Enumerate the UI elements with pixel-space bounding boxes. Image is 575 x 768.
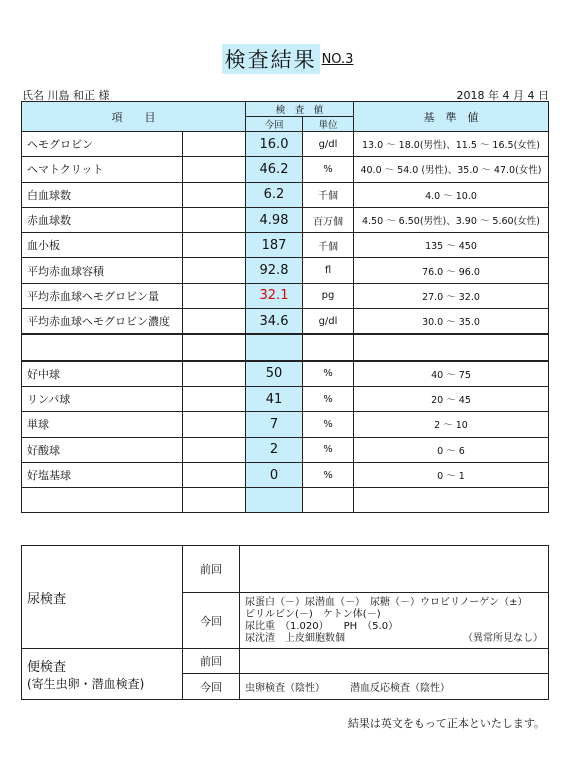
unit: g/dl: [303, 132, 354, 157]
lab-row: [22, 233, 549, 258]
reference-range: 40.0 ～ 54.0 (男性)、35.0 ～ 47.0(女性): [354, 157, 549, 182]
item-name: 単球: [22, 412, 183, 437]
result-value: 92.8: [246, 258, 303, 283]
blank-cell: [183, 309, 246, 335]
document-number: NO.3: [321, 51, 354, 67]
blank-cell: [183, 283, 246, 308]
result-value: 16.0: [246, 132, 303, 157]
lab-row: [22, 334, 549, 360]
unit: %: [303, 412, 354, 437]
urine-curr-label: 今回: [183, 593, 240, 649]
item-header: 項 目: [22, 102, 246, 132]
urine-sediment: 尿沈渣 上皮細胞数個: [245, 632, 345, 644]
footer-note: 結果は英文をもって正本といたします。: [347, 717, 545, 730]
lab-row: [22, 462, 549, 487]
unit: pg: [303, 283, 354, 308]
urine-prev-result: [240, 546, 549, 593]
stool-sublabel: (寄生虫卵・潜血検査): [27, 677, 145, 691]
lab-results-table: [21, 101, 549, 513]
item-name: 平均赤血球ヘモグロビン濃度: [22, 309, 183, 335]
item-name: 平均赤血球容積: [22, 258, 183, 283]
item-name: [22, 334, 183, 360]
item-name: 平均赤血球ヘモグロビン量: [22, 283, 183, 308]
result-value: 4.98: [246, 207, 303, 232]
reference-range: 40 ～ 75: [354, 361, 549, 387]
unit: %: [303, 462, 354, 487]
blank-cell: [183, 334, 246, 360]
stool-section-label: [22, 649, 183, 700]
lab-row: [22, 207, 549, 232]
urine-line: ビリルビン(－) ケトン体(－): [245, 608, 381, 620]
reference-range: [354, 488, 549, 513]
lab-row: [22, 386, 549, 411]
stool-prev-result: [240, 649, 549, 674]
blank-cell: [183, 258, 246, 283]
lab-row: [22, 157, 549, 182]
blank-cell: [183, 412, 246, 437]
blank-cell: [183, 361, 246, 387]
result-value: 50: [246, 361, 303, 387]
urine-curr-result: [240, 593, 549, 649]
item-name: リンパ球: [22, 386, 183, 411]
item-name: 好酸球: [22, 437, 183, 462]
report-date: 2018 年 4 月 4 日: [456, 89, 549, 102]
result-value: 0: [246, 462, 303, 487]
lab-row: [22, 283, 549, 308]
unit: g/dl: [303, 309, 354, 335]
urine-section-label: 尿検査: [22, 546, 183, 649]
blank-cell: [183, 437, 246, 462]
unit: %: [303, 437, 354, 462]
reference-range: 76.0 ～ 96.0: [354, 258, 549, 283]
urine-note: （異常所見なし）: [463, 632, 543, 644]
current-header: 今回: [246, 117, 303, 132]
result-value: 2: [246, 437, 303, 462]
unit: %: [303, 157, 354, 182]
urine-line: 尿蛋白（－）尿潜血（－） 尿糖（－）ウロビリノーゲン（±）: [245, 596, 528, 608]
reference-range: 0 ～ 1: [354, 462, 549, 487]
lab-row: [22, 182, 549, 207]
result-value: 187: [246, 233, 303, 258]
reference-range: 4.0 ～ 10.0: [354, 182, 549, 207]
reference-range: [354, 334, 549, 360]
result-value: 32.1: [246, 283, 303, 308]
reference-range: 13.0 ～ 18.0(男性)、11.5 ～ 16.5(女性): [354, 132, 549, 157]
item-name: 好中球: [22, 361, 183, 387]
stool-prev-label: 前回: [183, 649, 240, 674]
reference-range: 4.50 ～ 6.50(男性)、3.90 ～ 5.60(女性): [354, 207, 549, 232]
item-name: 好塩基球: [22, 462, 183, 487]
result-value: 7: [246, 412, 303, 437]
urine-line: 尿比重 （1.020） PH （5.0）: [245, 620, 399, 632]
result-value: 41: [246, 386, 303, 411]
lab-row: [22, 412, 549, 437]
item-name: ヘマトクリット: [22, 157, 183, 182]
title-text: 検査結果: [222, 44, 320, 74]
stool-curr-label: 今回: [183, 674, 240, 700]
lab-row: [22, 132, 549, 157]
unit: %: [303, 386, 354, 411]
blank-cell: [183, 207, 246, 232]
patient-name: 氏名 川島 和正 様: [22, 89, 110, 102]
blank-cell: [183, 462, 246, 487]
reference-range: 2 ～ 10: [354, 412, 549, 437]
unit: 千個: [303, 233, 354, 258]
stool-label: 便検査: [27, 660, 67, 675]
lab-row: [22, 437, 549, 462]
unit: 百万個: [303, 207, 354, 232]
lab-row: [22, 361, 549, 387]
value-header: 検 査 値: [246, 102, 354, 117]
lab-row: [22, 488, 549, 513]
result-value: 6.2: [246, 182, 303, 207]
urine-line: [245, 633, 543, 645]
unit: [303, 488, 354, 513]
blank-cell: [183, 488, 246, 513]
result-value: [246, 334, 303, 360]
lab-row: [22, 258, 549, 283]
unit: %: [303, 361, 354, 387]
document-title: [0, 44, 575, 74]
blank-cell: [183, 157, 246, 182]
blank-cell: [183, 182, 246, 207]
reference-range: 20 ～ 45: [354, 386, 549, 411]
item-name: 血小板: [22, 233, 183, 258]
urine-prev-label: 前回: [183, 546, 240, 593]
blank-cell: [183, 233, 246, 258]
reference-range: 27.0 ～ 32.0: [354, 283, 549, 308]
reference-range: 30.0 ～ 35.0: [354, 309, 549, 335]
blank-cell: [183, 386, 246, 411]
reference-range: 135 ～ 450: [354, 233, 549, 258]
item-name: 赤血球数: [22, 207, 183, 232]
unit: 千個: [303, 182, 354, 207]
urine-stool-table: [21, 545, 549, 700]
blank-cell: [183, 132, 246, 157]
result-value: 34.6: [246, 309, 303, 335]
unit: fl: [303, 258, 354, 283]
unit: [303, 334, 354, 360]
reference-header: 基 準 値: [354, 102, 549, 132]
stool-curr-result: 虫卵検査（陰性） 潜血反応検査（陰性）: [240, 674, 549, 700]
result-value: 46.2: [246, 157, 303, 182]
unit-header: 単位: [303, 117, 354, 132]
result-value: [246, 488, 303, 513]
item-name: ヘモグロビン: [22, 132, 183, 157]
lab-row: [22, 309, 549, 335]
reference-range: 0 ～ 6: [354, 437, 549, 462]
item-name: 白血球数: [22, 182, 183, 207]
item-name: [22, 488, 183, 513]
